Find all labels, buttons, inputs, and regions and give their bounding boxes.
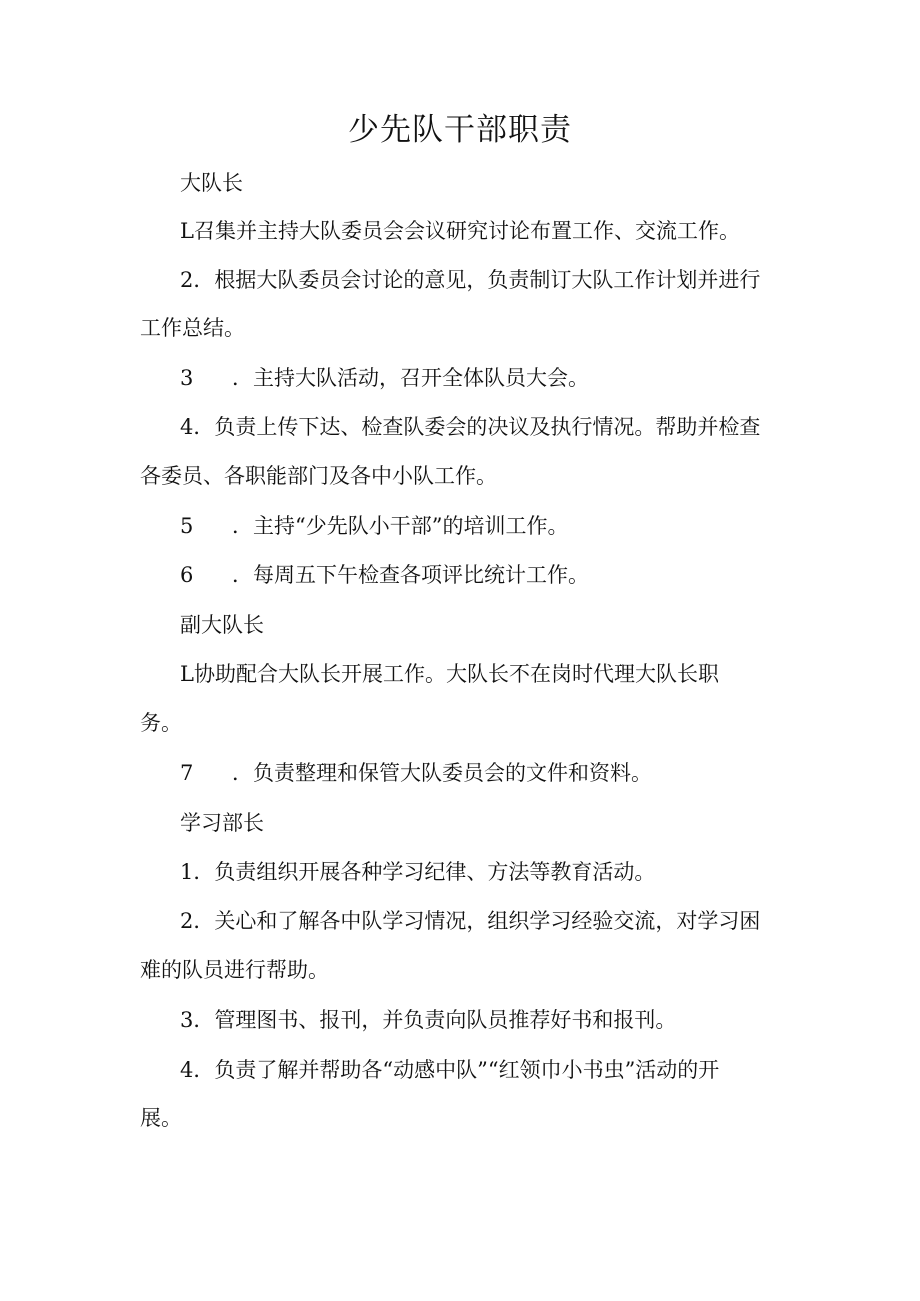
paragraph-line: 难的队员进行帮助。 bbox=[140, 958, 329, 982]
paragraph-line: L召集并主持大队委员会会议研究讨论布置工作、交流工作。 bbox=[180, 219, 740, 243]
section-heading-fu-dadui-zhang: 副大队长 bbox=[180, 613, 264, 637]
paragraph-line: 1．负责组织开展各种学习纪律、方法等教育活动。 bbox=[180, 860, 656, 884]
paragraph-line: 各委员、各职能部门及各中小队工作。 bbox=[140, 464, 497, 488]
item-text: ．负责整理和保管大队委员会的文件和资料。 bbox=[232, 761, 652, 785]
paragraph-line bbox=[140, 560, 820, 590]
item-text: ．每周五下午检查各项评比统计工作。 bbox=[232, 563, 589, 587]
paragraph-line: 4．负责上传下达、检查队委会的决议及执行情况。帮助并检查 bbox=[180, 415, 761, 439]
item-text: ．主持大队活动，召开全体队员大会。 bbox=[232, 366, 589, 390]
paragraph-line: 2．根据大队委员会讨论的意见，负责制订大队工作计划并进行 bbox=[180, 268, 761, 292]
paragraph-line: 务。 bbox=[140, 711, 182, 735]
paragraph-line: 工作总结。 bbox=[140, 316, 245, 340]
paragraph-line: 2．关心和了解各中队学习情况，组织学习经验交流，对学习困 bbox=[180, 909, 761, 933]
paragraph-line bbox=[140, 758, 820, 788]
item-number: 5 bbox=[180, 514, 194, 538]
paragraph-line: L协助配合大队长开展工作。大队长不在岗时代理大队长职 bbox=[180, 662, 719, 686]
item-number: 6 bbox=[180, 563, 194, 587]
paragraph-line bbox=[140, 511, 820, 541]
item-number: 3 bbox=[180, 366, 194, 390]
paragraph-line bbox=[140, 363, 820, 393]
paragraph-line: 4．负责了解并帮助各“动感中队”“红领巾小书虫”活动的开 bbox=[180, 1058, 720, 1082]
item-text: ．主持“少先队小干部”的培训工作。 bbox=[232, 514, 569, 538]
paragraph-line: 展。 bbox=[140, 1106, 182, 1130]
section-heading-dadui-zhang: 大队长 bbox=[180, 171, 243, 195]
section-heading-xuexi-buzhang: 学习部长 bbox=[180, 811, 264, 835]
document-title: 少先队干部职责 bbox=[348, 112, 572, 148]
item-number: 7 bbox=[180, 761, 194, 785]
paragraph-line: 3．管理图书、报刊，并负责向队员推荐好书和报刊。 bbox=[180, 1008, 677, 1032]
